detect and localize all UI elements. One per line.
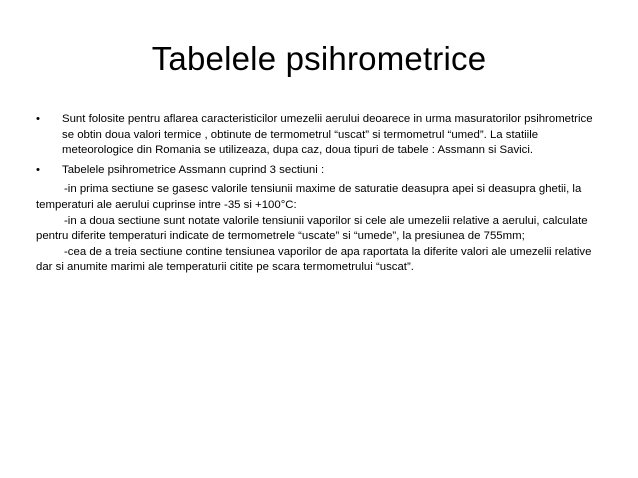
section-paragraph: -cea de a treia sectiune contine tensiunea vaporilor de apa raportata la diferite valori ale umezelii relative dar si anumite marimi ale temperaturii citite pe scara termometrului “uscat”.: [36, 245, 592, 274]
section-paragraph: -in prima sectiune se gasesc valorile tensiunii maxime de saturatie deasupra apei si deasupra ghetii, la temperaturi ale aerului cuprinse intre -35 si +100°C:: [36, 183, 582, 211]
bullet-item: [36, 163, 606, 179]
bullet-text: Tabelele psihrometrice Assmann cuprind 3 sectiuni :: [62, 163, 325, 176]
section-paragraph: -in a doua sectiune sunt notate valorile tensiunii vaporilor si cele ale umezelii relative a aerului, calculate pentru diferite temperaturi indicate de termometrele “uscate” si “umede”, la presiunea de 755mm;: [36, 214, 588, 243]
slide-title: Tabelele psihrometrice: [151, 40, 487, 77]
bullet-marker: •: [36, 113, 40, 125]
bullet-marker: •: [36, 163, 40, 176]
slide-body: [36, 112, 606, 276]
bullet-text: Sunt folosite pentru aflarea caracteristicilor umezelii aerului deoarece in urma masuratorilor psihrometrice se obtin doua valori termice , obtinute de termometrul “uscat” si termometrul “umed”. La statiile meteorologice din Romania se utilizeaza, dupa caz, doua tipuri de tabele : Assmann si Savici.: [62, 113, 593, 157]
bullet-item: [36, 112, 606, 159]
